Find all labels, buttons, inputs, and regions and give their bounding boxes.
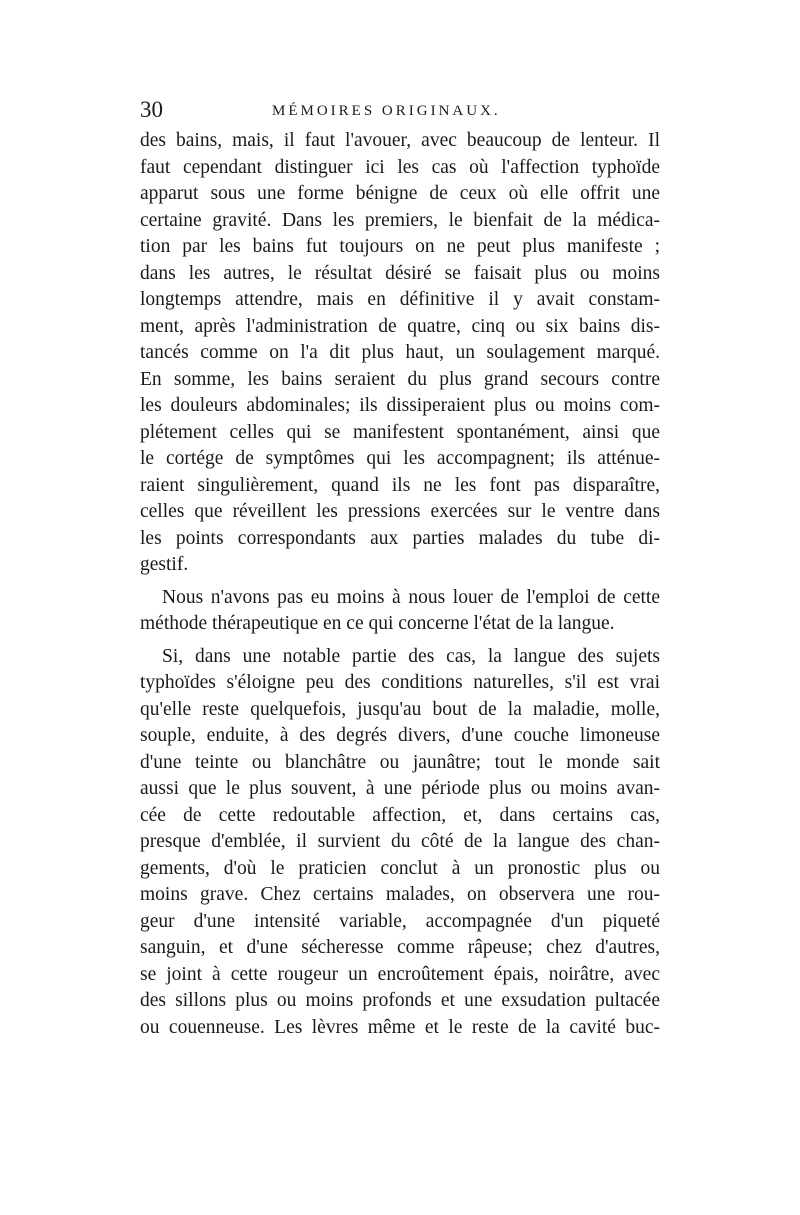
text-line: d'une teinte ou blanchâtre ou jaunâtre; tout le monde sait [140,751,660,773]
paragraph-start-line: Si, dans une notable partie des cas, la langue des sujets [162,645,660,667]
text-line: faut cependant distinguer ici les cas où l'affection typhoïde [140,156,660,178]
text-line: apparut sous une forme bénigne de ceux où elle offrit une [140,183,660,204]
text-line: ment, après l'administration de quatre, cinq ou six bains dis- [140,315,660,337]
text-line: des sillons plus ou moins profonds et une exsudation pultacée [140,990,660,1011]
text-line: typhoïdes s'éloigne peu des conditions naturelles, s'il est vrai [140,672,660,693]
text-line: le cortége de symptômes qui les accompagnent; ils atténue- [140,448,660,469]
text-line: ou couenneuse. Les lèvres même et le reste de la cavité buc- [140,1016,660,1038]
text-line: cée de cette redoutable affection, et, dans certains cas, [140,804,660,826]
body-text [140,128,660,1041]
running-head [140,95,670,125]
text-line: les douleurs abdominales; ils dissiperaient plus ou moins com- [140,395,660,416]
text-line: aussi que le plus souvent, à une période plus ou moins avan- [140,778,660,799]
text-line: celles que réveillent les pressions exercées sur le ventre dans [140,501,660,522]
text-line: les points correspondants aux parties malades du tube di- [140,527,660,549]
text-line: des bains, mais, il faut l'avouer, avec beaucoup de lenteur. Il [140,130,660,151]
text-line: méthode thérapeutique en ce qui concerne l'état de la langue. [140,613,615,634]
paragraph-start-line: Nous n'avons pas eu moins à nous louer de l'emploi de cette [162,586,660,608]
text-line: se joint à cette rougeur un encroûtement épais, noirâtre, avec [140,963,660,985]
text-line: gements, d'où le praticien conclut à un pronostic plus ou [140,857,660,879]
text-line: dans les autres, le résultat désiré se faisait plus ou moins [140,262,660,284]
text-line: souple, enduite, à des degrés divers, d'une couche limoneuse [140,725,660,746]
text-line: geur d'une intensité variable, accompagnée d'un piqueté [140,910,660,932]
text-line: sanguin, et d'une sécheresse comme râpeuse; chez d'autres, [140,937,660,958]
text-line: moins grave. Chez certains malades, on observera une rou- [140,884,660,905]
text-line: tion par les bains fut toujours on ne peut plus manifeste ; [140,236,660,257]
text-line: tancés comme on l'a dit plus haut, un soulagement marqué. [140,342,660,363]
running-title: MÉMOIRES ORIGINAUX. [272,103,501,119]
text-line: certaine gravité. Dans les premiers, le bienfait de la médica- [140,209,660,231]
text-line: plétement celles qui se manifestent spontanément, ainsi que [140,421,660,443]
text-line: En somme, les bains seraient du plus grand secours contre [140,368,660,390]
text-line: qu'elle reste quelquefois, jusqu'au bout de la maladie, molle, [140,698,660,720]
text-line: gestif. [140,554,189,575]
page-number: 30 [140,97,163,122]
text-line: longtemps attendre, mais en définitive il y avait constam- [140,289,660,310]
text-line: raient singulièrement, quand ils ne les font pas disparaître, [140,474,660,496]
text-line: presque d'emblée, il survient du côté de la langue des chan- [140,831,660,852]
